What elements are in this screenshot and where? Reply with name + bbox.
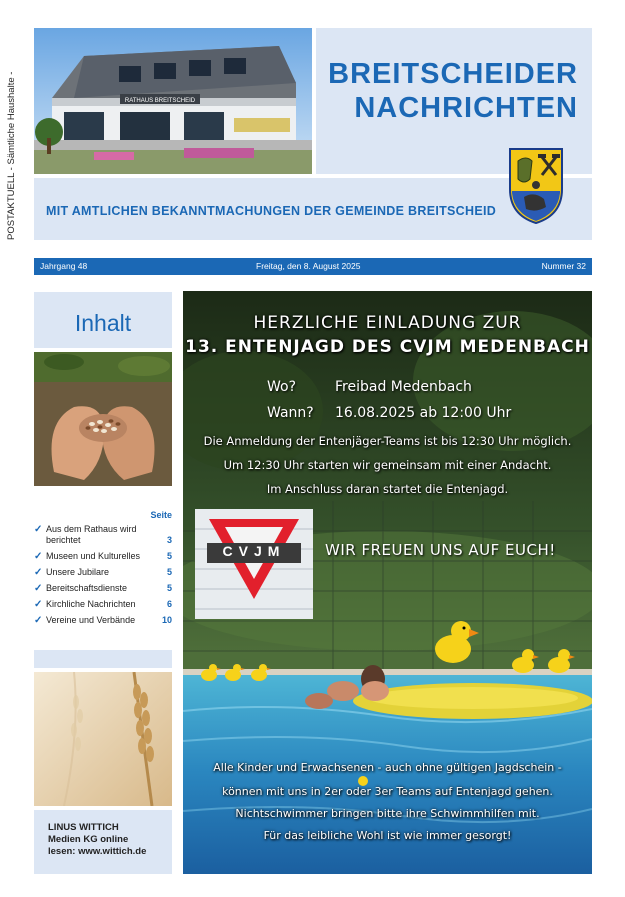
volume-label: Jahrgang 48	[40, 261, 88, 271]
checkmark-icon: ✓	[34, 583, 43, 594]
toc-item-vereine[interactable]	[34, 615, 172, 626]
toc-item-page: 5	[166, 551, 172, 561]
table-of-contents	[34, 524, 172, 631]
toc-item-page: 5	[166, 583, 172, 593]
toc-item-label: Bereitschaftsdienste	[46, 583, 128, 593]
poster-bottom-line-2: können mit uns in 2er oder 3er Teams auf Entenjagd gehen.	[222, 785, 553, 798]
toc-item-jubilare[interactable]	[34, 567, 172, 578]
when-label: Wann?	[267, 405, 314, 421]
poster-registration-text: Die Anmeldung der Entenjäger-Teams ist bis 12:30 Uhr möglich.	[203, 434, 572, 448]
toc-item-page: 6	[166, 599, 172, 609]
toc-item-label: Vereine und Verbände	[46, 615, 136, 625]
toc-item-label: Unsere Jubilare	[46, 567, 110, 577]
toc-item-bereitschaft[interactable]	[34, 583, 172, 594]
contents-header-box	[34, 292, 172, 348]
poster-bottom-line-4: Für das leibliche Wohl ist wie immer gesorgt!	[263, 829, 512, 842]
issue-date: Freitag, den 8. August 2025	[256, 261, 361, 271]
town-hall-sign: RATHAUS BREITSCHEID	[124, 98, 196, 104]
town-hall-photo	[34, 28, 312, 174]
masthead-title-line1: BREITSCHEIDER	[328, 58, 578, 90]
toc-item-page: 10	[161, 615, 172, 625]
poster-heading-1: HERZLICHE EINLADUNG ZUR	[253, 313, 522, 333]
toc-item-label: Museen und Kulturelles	[46, 551, 141, 561]
where-value: Freibad Medenbach	[335, 379, 472, 395]
contents-title: Inhalt	[74, 310, 132, 336]
poster-heading-2: 13. ENTENJAGD DES CVJM MEDENBACH	[185, 337, 590, 357]
poster-bottom-line-3: Nichtschwimmer bringen bitte ihre Schwimmhilfen mit.	[235, 807, 540, 820]
checkmark-icon: ✓	[34, 615, 43, 626]
publisher-name: LINUS WITTICH	[48, 822, 119, 833]
toc-item-label: Kirchliche Nachrichten	[46, 599, 136, 609]
toc-item-page: 5	[166, 567, 172, 577]
when-value: 16.08.2025 ab 12:00 Uhr	[335, 405, 512, 421]
publisher-box	[34, 810, 172, 874]
page-column-header: Seite	[150, 510, 172, 520]
checkmark-icon: ✓	[34, 524, 43, 535]
poster-hunt-text: Im Anschluss daran startet die Entenjagd.	[266, 482, 509, 496]
distribution-note: POSTAKTUELL - Sämtliche Haushalte -	[6, 71, 17, 240]
issue-info-bar	[34, 258, 592, 275]
masthead-title-line2: NACHRICHTEN	[354, 92, 578, 124]
event-poster	[183, 291, 592, 874]
wheat-field-photo	[34, 672, 172, 806]
hands-with-seeds-photo	[34, 352, 172, 486]
poster-start-text: Um 12:30 Uhr starten wir gemeinsam mit einer Andacht.	[223, 458, 552, 472]
issue-number: Nummer 32	[541, 261, 586, 271]
toc-item-page: 3	[166, 535, 172, 545]
coat-of-arms-icon	[506, 145, 566, 225]
toc-item-label: Aus dem Rathaus wird berichtet	[46, 524, 137, 545]
checkmark-icon: ✓	[34, 567, 43, 578]
checkmark-icon: ✓	[34, 551, 43, 562]
toc-item-rathaus[interactable]	[34, 524, 172, 546]
masthead-subtitle: MIT AMTLICHEN BEKANNTMACHUNGEN DER GEMEINDE BREITSCHEID	[46, 204, 497, 218]
cvjm-sign-text: CVJM	[222, 543, 286, 559]
publisher-website[interactable]: lesen: www.wittich.de	[48, 846, 147, 857]
checkmark-icon: ✓	[34, 599, 43, 610]
where-label: Wo?	[267, 379, 297, 395]
cvjm-sign	[195, 509, 313, 619]
sidebar-divider-band	[34, 650, 172, 668]
toc-item-museen[interactable]	[34, 551, 172, 562]
poster-bottom-line-1: Alle Kinder und Erwachsenen - auch ohne gültigen Jagdschein -	[213, 761, 562, 774]
toc-item-kirchlich[interactable]	[34, 599, 172, 610]
publisher-subline: Medien KG online	[48, 834, 129, 845]
poster-welcome-slogan: WIR FREUEN UNS AUF EUCH!	[325, 541, 556, 559]
